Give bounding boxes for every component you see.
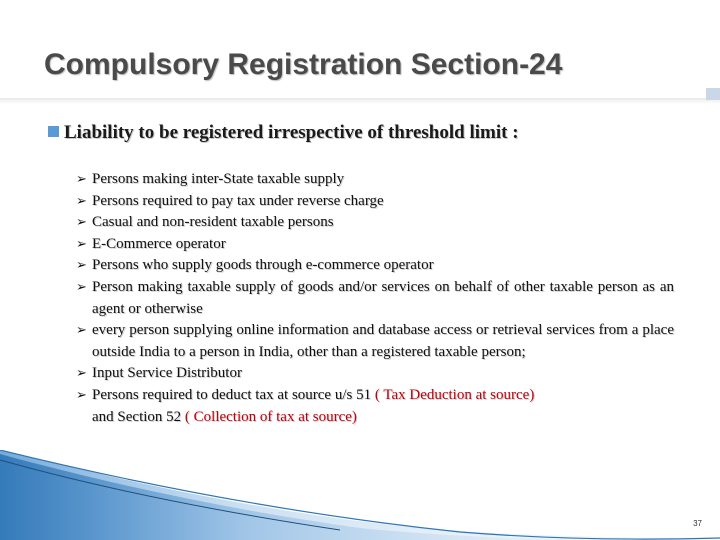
list-item-text: Persons required to pay tax under reverse charge <box>92 192 384 209</box>
bullet-list <box>76 169 674 428</box>
tcs-highlight: ( Collection of tax at source) <box>184 408 357 425</box>
list-item-text: Casual and non-resident taxable persons <box>92 214 334 231</box>
corner-decoration <box>706 88 720 100</box>
title-divider <box>0 98 720 104</box>
list-item <box>76 320 674 363</box>
text-segment: and Section 52 <box>92 408 185 425</box>
list-item <box>76 191 674 213</box>
list-item-text: Persons who supply goods through e-commerce operator <box>92 257 434 274</box>
section-heading: Liability to be registered irrespective of threshold limit : <box>64 122 519 143</box>
tds-highlight: ( Tax Deduction at source) <box>374 386 535 403</box>
slide-title: Compulsory Registration Section-24 <box>44 48 563 81</box>
list-item-text: every person supplying online information and database access or retrieval services from a place outside India to a person in India, other than a registered taxable person; <box>92 322 674 360</box>
arrow-bullet-icon: ➢ <box>76 323 87 339</box>
arrow-bullet-icon: ➢ <box>76 172 87 187</box>
list-item <box>76 169 674 191</box>
list-item-text: Person making taxable supply of goods and/or services on behalf of other taxable person as an agent or otherwise <box>92 278 674 317</box>
text-segment: Persons required to deduct tax at source u/s 51 <box>92 386 375 403</box>
arrow-bullet-icon: ➢ <box>76 258 87 274</box>
arrow-bullet-icon: ➢ <box>76 366 87 382</box>
list-item <box>76 363 674 385</box>
arrow-bullet-icon: ➢ <box>76 193 87 209</box>
square-bullet-icon <box>48 126 59 137</box>
page-number: 37 <box>693 519 702 528</box>
list-item <box>76 234 674 256</box>
list-item-text: E-Commerce operator <box>92 235 226 252</box>
list-item-text: Input Service Distributor <box>92 365 242 382</box>
list-item-text <box>92 385 674 428</box>
arrow-bullet-icon: ➢ <box>76 215 87 231</box>
arrow-bullet-icon: ➢ <box>76 279 87 295</box>
list-item <box>76 255 674 277</box>
bottom-wave-decoration <box>0 450 720 540</box>
list-item-text: Persons making inter-State taxable supply <box>92 171 345 187</box>
heading-row <box>48 122 519 144</box>
list-item <box>76 212 674 234</box>
arrow-bullet-icon: ➢ <box>76 387 87 403</box>
list-item <box>76 385 674 428</box>
list-item <box>76 277 674 320</box>
arrow-bullet-icon: ➢ <box>76 236 87 252</box>
